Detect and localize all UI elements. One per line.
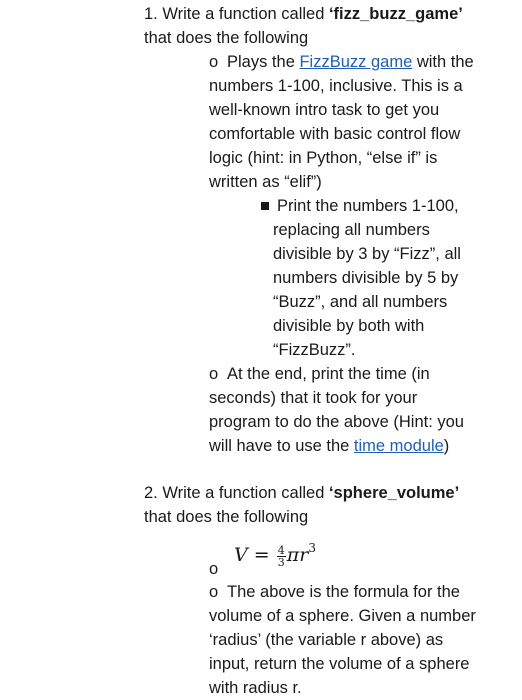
question-2	[144, 481, 514, 529]
circle-bullet-icon: o	[209, 53, 219, 71]
empty-circle-bullet-icon: o	[209, 560, 219, 578]
function-name-sphere-volume: ‘sphere_volume’	[328, 484, 460, 502]
circle-bullet-icon: o	[209, 365, 219, 383]
question-1	[144, 2, 514, 50]
bullet-fizzbuzz-game: o Plays the FizzBuzz game with the numbers 1-100, inclusive. This is a well-known intro task to get you comfortable with basic control flow logic (hint: in Python, “else if” is written as “elif”)	[209, 50, 514, 194]
fizzbuzz-game-link[interactable]: FizzBuzz game	[299, 53, 413, 71]
square-bullet-icon	[261, 202, 269, 210]
sphere-volume-formula: V = $\frac{4}{3}$ $\pi r^3$	[234, 541, 316, 569]
question-1-heading: 1. Write a function called ‘fizz_buzz_game’	[144, 5, 463, 23]
bullet-sphere-formula-description: o The above is the formula for the volume of a sphere. Given a number ‘radius’ (the variable r above) as input, return the volume of a sphere with radius r.	[209, 580, 514, 700]
question-2-subheading: that does the following	[144, 508, 309, 526]
question-2-heading: 2. Write a function called ‘sphere_volume’	[144, 484, 460, 502]
time-module-link[interactable]: time module	[353, 437, 444, 455]
fraction-four-thirds: $\frac{4}{3}$	[277, 543, 285, 569]
circle-bullet-icon: o	[209, 583, 219, 601]
question-1-subheading: that does the following	[144, 29, 309, 47]
sub-bullet-print-numbers: Print the numbers 1-100, replacing all numbers divisible by 3 by “Fizz”, all numbers divisible by 5 by “Buzz”, and all numbers divisible by both with “FizzBuzz”.	[273, 194, 518, 362]
function-name-fizz-buzz: ‘fizz_buzz_game’	[328, 5, 463, 23]
bullet-print-time: o At the end, print the time (in seconds) that it took for your program to do the above (Hint: you will have to use the time module)	[209, 362, 514, 458]
